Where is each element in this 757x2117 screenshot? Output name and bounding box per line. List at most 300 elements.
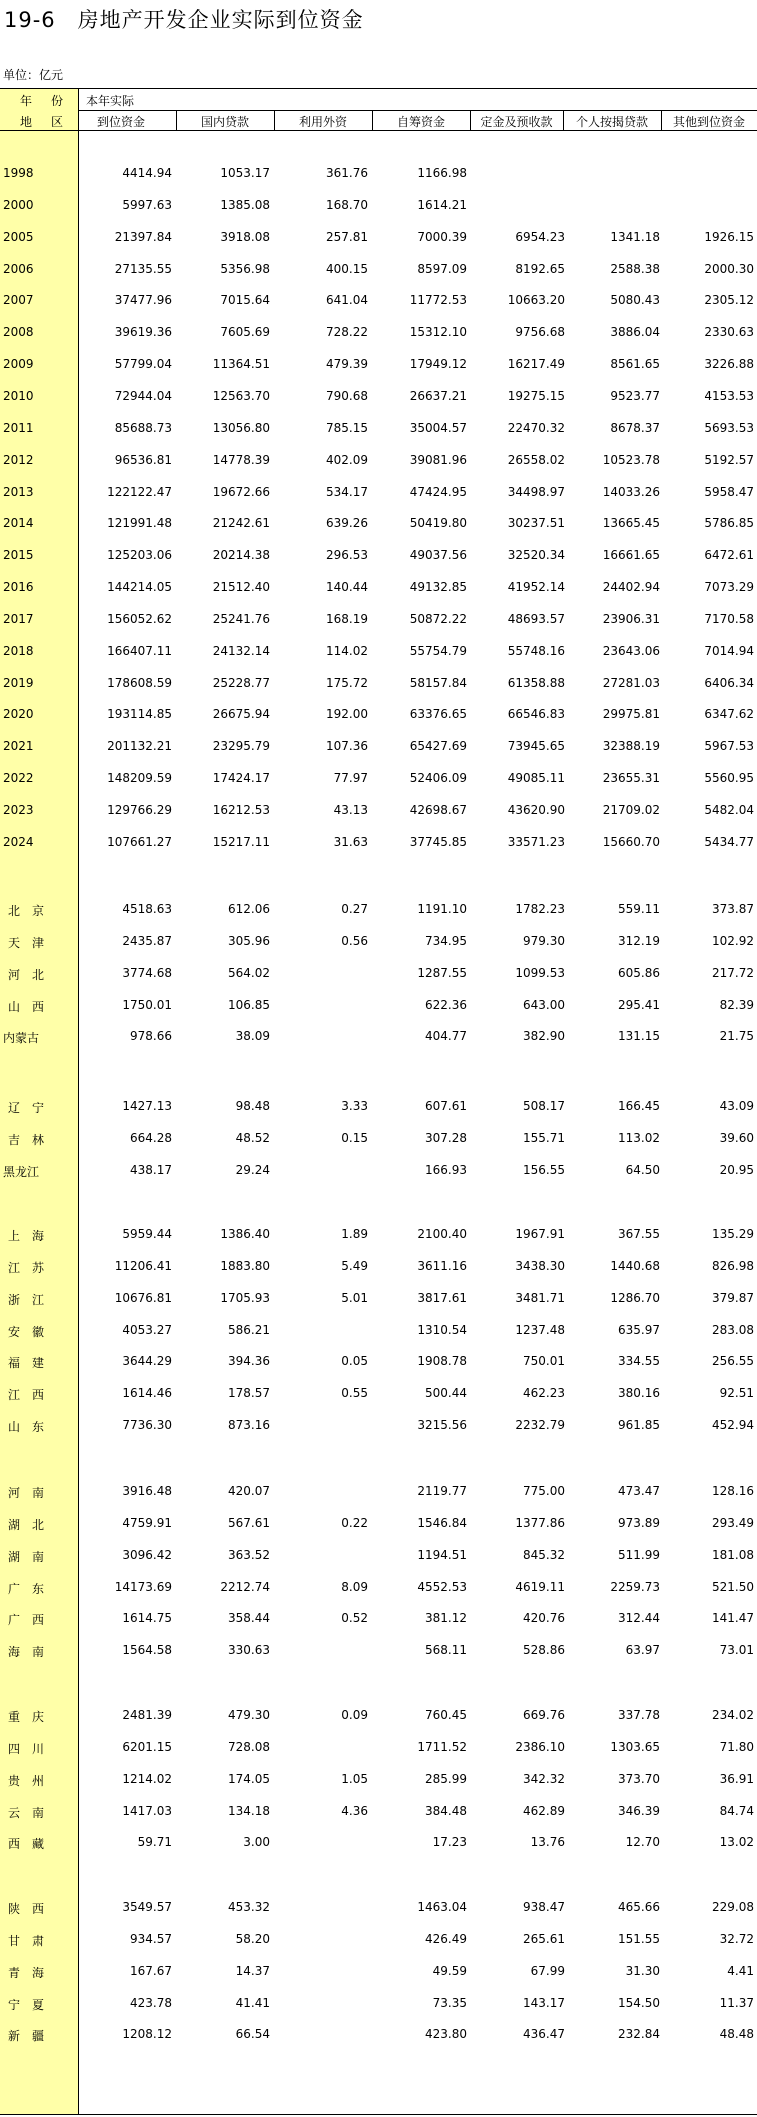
table-cell: 0.27	[341, 902, 368, 916]
table-cell: 293.49	[712, 1515, 754, 1530]
table-row	[0, 1764, 757, 1794]
table-cell: 41952.14	[507, 580, 565, 595]
table-cell: 13.76	[530, 1835, 565, 1850]
table-cell: 4.41	[727, 1963, 754, 1978]
year-label: 2008	[3, 325, 34, 340]
table-cell: 192.00	[326, 707, 368, 722]
year-label: 2011	[3, 420, 34, 435]
table-cell: 1883.80	[220, 1258, 270, 1273]
table-cell: 3611.16	[417, 1258, 467, 1273]
table-row	[0, 1827, 757, 1857]
table-cell: 607.61	[425, 1099, 467, 1113]
table-row	[0, 1988, 757, 2018]
table-cell: 1614.46	[122, 1386, 172, 1401]
table-cell: 452.94	[712, 1418, 754, 1433]
table-row	[0, 990, 757, 1020]
table-cell: 305.96	[228, 933, 270, 948]
table-cell: 21.75	[719, 1029, 754, 1044]
region-label: 湖北	[8, 1517, 57, 1532]
table-cell: 3918.08	[220, 229, 270, 244]
table-row	[0, 285, 757, 315]
year-label: 2020	[3, 707, 34, 722]
table-cell: 12.70	[625, 1835, 660, 1850]
table-cell: 85688.73	[114, 420, 172, 435]
table-row	[0, 926, 757, 956]
table-cell: 367.55	[618, 1227, 660, 1241]
table-cell: 346.39	[618, 1803, 660, 1818]
table-cell: 9523.77	[610, 388, 660, 403]
table-cell: 3215.56	[417, 1418, 467, 1433]
header-year-right: 份	[51, 94, 64, 108]
table-cell: 2435.87	[122, 933, 172, 948]
table-cell: 14778.39	[212, 452, 270, 467]
table-cell: 154.50	[618, 1995, 660, 2010]
table-cell: 2330.63	[704, 325, 754, 340]
table-cell: 27135.55	[114, 261, 172, 276]
table-cell: 63.97	[625, 1643, 660, 1658]
table-cell: 31.30	[625, 1963, 660, 1978]
table-cell: 635.97	[618, 1322, 660, 1337]
table-cell: 39619.36	[114, 325, 172, 340]
table-cell: 73.35	[432, 1995, 467, 2010]
region-label: 山西	[8, 999, 57, 1014]
table-row	[0, 572, 757, 602]
table-cell: 1377.86	[515, 1515, 565, 1530]
table-cell: 6472.61	[704, 548, 754, 563]
table-cell: 1614.21	[417, 197, 467, 212]
table-cell: 826.98	[712, 1258, 754, 1273]
table-cell: 128.16	[712, 1484, 754, 1498]
table-row	[0, 190, 757, 220]
table-row	[0, 1378, 757, 1408]
table-cell: 59.71	[137, 1835, 172, 1850]
table-row	[0, 540, 757, 570]
year-label: 2016	[3, 580, 34, 595]
table-cell: 63376.65	[409, 707, 467, 722]
table-cell: 229.08	[712, 1900, 754, 1914]
table-cell: 1208.12	[122, 2027, 172, 2042]
table-cell: 27281.03	[602, 675, 660, 690]
table-cell: 423.78	[130, 1995, 172, 2010]
table-cell: 664.28	[130, 1130, 172, 1145]
region-label: 甘肃	[8, 1933, 57, 1948]
table-cell: 73.01	[719, 1643, 754, 1658]
year-label: 2018	[3, 643, 34, 658]
table-cell: 2100.40	[417, 1227, 467, 1241]
table-cell: 37745.85	[409, 834, 467, 849]
year-label: 1998	[3, 166, 34, 180]
region-label: 青海	[8, 1965, 57, 1980]
table-cell: 58157.84	[409, 675, 467, 690]
header-foreign-investment: 利用外资	[298, 115, 347, 129]
region-label: 西藏	[8, 1837, 57, 1852]
table-cell: 20.95	[719, 1162, 754, 1177]
table-cell: 73945.65	[507, 739, 565, 754]
year-label: 2007	[3, 293, 34, 308]
year-label: 2006	[3, 261, 34, 276]
table-cell: 5482.04	[704, 803, 754, 817]
table-cell: 55754.79	[409, 643, 467, 658]
table-cell: 23295.79	[212, 739, 270, 754]
table-cell: 500.44	[425, 1386, 467, 1401]
table-cell: 307.28	[425, 1130, 467, 1145]
table-cell: 8.09	[341, 1579, 368, 1594]
region-label: 陕西	[8, 1902, 57, 1916]
table-cell: 453.32	[228, 1900, 270, 1914]
table-cell: 106.85	[228, 997, 270, 1012]
table-cell: 3886.04	[610, 325, 660, 340]
table-row	[0, 1123, 757, 1153]
table-cell: 13.02	[719, 1835, 754, 1850]
table-cell: 4759.91	[122, 1515, 172, 1530]
table-row	[0, 2019, 757, 2049]
table-cell: 3.33	[341, 1099, 368, 1113]
year-label: 2023	[3, 803, 34, 817]
table-cell: 1967.91	[515, 1227, 565, 1241]
table-cell: 5.49	[341, 1258, 368, 1273]
table-cell: 3916.48	[122, 1484, 172, 1498]
table-row	[0, 1091, 757, 1121]
header-year-left: 年	[20, 94, 33, 108]
header-deposits-advance: 定金及预收款	[480, 115, 553, 129]
table-row	[0, 254, 757, 284]
table-cell: 1564.58	[122, 1643, 172, 1658]
table-row	[0, 1892, 757, 1922]
table-cell: 23906.31	[602, 611, 660, 626]
table-cell: 234.02	[712, 1708, 754, 1722]
table-cell: 0.56	[341, 933, 368, 948]
table-cell: 166.93	[425, 1162, 467, 1177]
table-cell: 33571.23	[507, 834, 565, 849]
table-cell: 358.44	[228, 1611, 270, 1626]
table-cell: 48693.57	[507, 611, 565, 626]
table-cell: 66.54	[235, 2027, 270, 2042]
table-cell: 49132.85	[409, 580, 467, 595]
table-cell: 1191.10	[417, 902, 467, 916]
table-cell: 534.17	[326, 484, 368, 499]
table-cell: 43.09	[719, 1099, 754, 1113]
table-cell: 2259.73	[610, 1579, 660, 1594]
table-row	[0, 827, 757, 857]
table-cell: 1303.65	[610, 1739, 660, 1754]
table-row	[0, 763, 757, 793]
table-cell: 1310.54	[417, 1322, 467, 1337]
table-cell: 155.71	[523, 1130, 565, 1145]
table-cell: 168.19	[326, 611, 368, 626]
region-label: 河南	[8, 1486, 57, 1500]
table-cell: 50872.22	[409, 611, 467, 626]
year-label: 2015	[3, 548, 34, 563]
table-cell: 11364.51	[212, 357, 270, 372]
table-cell: 156052.62	[107, 611, 172, 626]
header-region-right: 区	[51, 115, 64, 129]
table-cell: 334.55	[618, 1354, 660, 1369]
region-label: 重庆	[8, 1710, 57, 1724]
table-cell: 2232.79	[515, 1418, 565, 1433]
table-cell: 49.59	[432, 1963, 467, 1978]
table-cell: 1440.68	[610, 1258, 660, 1273]
header-mortgage-loans: 个人按揭贷款	[575, 115, 648, 129]
table-row	[0, 1283, 757, 1313]
table-cell: 201132.21	[107, 739, 172, 754]
table-cell: 14033.26	[602, 484, 660, 499]
table-cell: 3.00	[243, 1835, 270, 1850]
table-cell: 785.15	[326, 420, 368, 435]
table-cell: 0.55	[341, 1386, 368, 1401]
table-cell: 3438.30	[515, 1258, 565, 1273]
table-row	[0, 795, 757, 825]
table-row	[0, 477, 757, 507]
table-cell: 14.37	[235, 1963, 270, 1978]
table-cell: 3226.88	[704, 357, 754, 372]
table-cell: 402.09	[326, 452, 368, 467]
table-cell: 29.24	[235, 1162, 270, 1177]
table-cell: 750.01	[523, 1354, 565, 1369]
table-cell: 8597.09	[417, 261, 467, 276]
table-row	[0, 731, 757, 761]
table-cell: 873.16	[228, 1418, 270, 1433]
region-label: 上海	[8, 1229, 57, 1243]
table-cell: 438.17	[130, 1162, 172, 1177]
table-cell: 13665.45	[602, 516, 660, 531]
table-cell: 643.00	[523, 997, 565, 1012]
table-cell: 10663.20	[507, 293, 565, 308]
table-row	[0, 1315, 757, 1345]
table-cell: 25228.77	[212, 675, 270, 690]
table-cell: 622.36	[425, 997, 467, 1012]
region-label: 内蒙古	[3, 1031, 40, 1046]
header-self-raised-funds: 自筹资金	[396, 115, 445, 129]
header-total-funds-top: 本年实际	[86, 94, 135, 108]
table-cell: 13056.80	[212, 420, 270, 435]
table-cell: 0.15	[341, 1130, 368, 1145]
table-row	[0, 445, 757, 475]
table-cell: 6201.15	[122, 1739, 172, 1754]
table-cell: 1166.98	[417, 166, 467, 180]
table-cell: 6954.23	[515, 229, 565, 244]
table-cell: 12563.70	[212, 388, 270, 403]
table-cell: 462.23	[523, 1386, 565, 1401]
table-cell: 5958.47	[704, 484, 754, 499]
table-cell: 330.63	[228, 1643, 270, 1658]
table-row	[0, 158, 757, 188]
table-cell: 2481.39	[122, 1708, 172, 1722]
table-cell: 8561.65	[610, 357, 660, 372]
table-cell: 31.63	[333, 834, 368, 849]
table-cell: 20214.38	[212, 548, 270, 563]
year-label: 2009	[3, 357, 34, 372]
table-cell: 10676.81	[114, 1290, 172, 1305]
table-cell: 1417.03	[122, 1803, 172, 1818]
table-cell: 296.53	[326, 548, 368, 563]
table-row	[0, 636, 757, 666]
table-cell: 1926.15	[704, 229, 754, 244]
table-cell: 29975.81	[602, 707, 660, 722]
table-cell: 394.36	[228, 1354, 270, 1369]
table-row	[0, 699, 757, 729]
table-cell: 26637.21	[409, 388, 467, 403]
table-cell: 373.87	[712, 902, 754, 916]
region-label: 广西	[8, 1613, 57, 1628]
table-cell: 568.11	[425, 1643, 467, 1658]
table-cell: 465.66	[618, 1900, 660, 1914]
table-cell: 122122.47	[107, 484, 172, 499]
table-cell: 11206.41	[114, 1258, 172, 1273]
table-cell: 43620.90	[507, 803, 565, 817]
table-cell: 1194.51	[417, 1547, 467, 1562]
table-cell: 21242.61	[212, 516, 270, 531]
table-cell: 1385.08	[220, 197, 270, 212]
table-cell: 125203.06	[107, 548, 172, 563]
table-cell: 1286.70	[610, 1290, 660, 1305]
table-row	[0, 1346, 757, 1376]
table-cell: 98.48	[235, 1099, 270, 1113]
table-cell: 7000.39	[417, 229, 467, 244]
region-label: 黑龙江	[3, 1164, 40, 1179]
table-cell: 25241.76	[212, 611, 270, 626]
table-row	[0, 1924, 757, 1954]
table-cell: 113.02	[618, 1130, 660, 1145]
table-cell: 4619.11	[515, 1579, 565, 1594]
year-label: 2012	[3, 452, 34, 467]
table-cell: 1614.75	[122, 1611, 172, 1626]
table-cell: 8678.37	[610, 420, 660, 435]
table-cell: 1386.40	[220, 1227, 270, 1241]
region-label: 北京	[8, 904, 57, 918]
table-cell: 312.44	[618, 1611, 660, 1626]
table-cell: 567.61	[228, 1515, 270, 1530]
table-cell: 107661.27	[107, 834, 172, 849]
table-row	[0, 222, 757, 252]
table-cell: 16217.49	[507, 357, 565, 372]
table-cell: 436.47	[523, 2027, 565, 2042]
table-cell: 4414.94	[122, 166, 172, 180]
table-cell: 32520.34	[507, 548, 565, 563]
table-cell: 342.32	[523, 1771, 565, 1786]
table-row	[0, 1635, 757, 1665]
table-cell: 1711.52	[417, 1739, 467, 1754]
table-cell: 144214.05	[107, 580, 172, 595]
table-cell: 167.67	[130, 1963, 172, 1978]
table-cell: 479.30	[228, 1708, 270, 1722]
table-cell: 3774.68	[122, 965, 172, 980]
table-cell: 151.55	[618, 1931, 660, 1946]
table-cell: 669.76	[523, 1708, 565, 1722]
year-label: 2005	[3, 229, 34, 244]
table-cell: 11.37	[719, 1995, 754, 2010]
table-cell: 790.68	[326, 388, 368, 403]
table-cell: 5786.85	[704, 516, 754, 531]
table-top-rule	[0, 88, 757, 89]
table-cell: 5967.53	[704, 739, 754, 754]
region-label: 云南	[8, 1805, 57, 1820]
region-label: 广东	[8, 1581, 57, 1596]
table-cell: 71.80	[719, 1739, 754, 1754]
table-cell: 10523.78	[602, 452, 660, 467]
table-cell: 129766.29	[107, 803, 172, 817]
table-cell: 379.87	[712, 1290, 754, 1305]
table-cell: 15312.10	[409, 325, 467, 340]
table-cell: 605.86	[618, 965, 660, 980]
table-cell: 41.41	[235, 1995, 270, 2010]
table-cell: 5434.77	[704, 834, 754, 849]
region-label: 贵州	[8, 1773, 57, 1788]
table-cell: 295.41	[618, 997, 660, 1012]
table-cell: 32388.19	[602, 739, 660, 754]
table-cell: 61358.88	[507, 675, 565, 690]
table-cell: 77.97	[333, 771, 368, 786]
table-cell: 156.55	[523, 1162, 565, 1177]
table-cell: 6347.62	[704, 707, 754, 722]
table-row	[0, 1251, 757, 1281]
table-cell: 363.52	[228, 1547, 270, 1562]
table-cell: 32.72	[719, 1931, 754, 1946]
table-cell: 107.36	[326, 739, 368, 754]
table-cell: 5997.63	[122, 197, 172, 212]
region-label: 山东	[8, 1420, 57, 1435]
table-cell: 473.47	[618, 1484, 660, 1498]
table-cell: 728.08	[228, 1739, 270, 1754]
table-cell: 5959.44	[122, 1227, 172, 1241]
table-cell: 131.15	[618, 1029, 660, 1044]
table-cell: 400.15	[326, 261, 368, 276]
table-row	[0, 1540, 757, 1570]
table-cell: 479.39	[326, 357, 368, 372]
table-cell: 0.22	[341, 1515, 368, 1530]
table-cell: 3096.42	[122, 1547, 172, 1562]
table-cell: 0.52	[341, 1611, 368, 1626]
table-cell: 217.72	[712, 965, 754, 980]
table-cell: 34498.97	[507, 484, 565, 499]
table-cell: 337.78	[618, 1708, 660, 1722]
table-cell: 65427.69	[409, 739, 467, 754]
table-cell: 72944.04	[114, 388, 172, 403]
table-cell: 1214.02	[122, 1771, 172, 1786]
table-cell: 174.05	[228, 1771, 270, 1786]
table-cell: 3644.29	[122, 1354, 172, 1369]
table-cell: 2386.10	[515, 1739, 565, 1754]
table-cell: 2212.74	[220, 1579, 270, 1594]
table-cell: 42698.67	[409, 803, 467, 817]
region-label: 江西	[8, 1388, 57, 1403]
table-row	[0, 1155, 757, 1185]
table-cell: 102.92	[712, 933, 754, 948]
table-cell: 5356.98	[220, 261, 270, 276]
table-cell: 38.09	[235, 1029, 270, 1044]
table-row	[0, 958, 757, 988]
year-label: 2019	[3, 675, 34, 690]
table-cell: 121991.48	[107, 516, 172, 531]
table-cell: 39081.96	[409, 452, 467, 467]
unit-label: 单位：亿元	[3, 68, 64, 82]
region-label: 宁夏	[8, 1997, 57, 2012]
table-cell: 9756.68	[515, 325, 565, 340]
year-label: 2022	[3, 771, 34, 786]
year-label: 2000	[3, 197, 34, 212]
table-cell: 978.66	[130, 1029, 172, 1044]
table-cell: 1427.13	[122, 1099, 172, 1113]
table-cell: 1237.48	[515, 1322, 565, 1337]
table-cell: 26558.02	[507, 452, 565, 467]
table-cell: 55748.16	[507, 643, 565, 658]
table-cell: 82.39	[719, 997, 754, 1012]
region-label: 湖南	[8, 1549, 57, 1564]
table-cell: 1705.93	[220, 1290, 270, 1305]
region-label: 辽宁	[8, 1101, 57, 1115]
region-label: 福建	[8, 1356, 57, 1371]
year-label: 2021	[3, 739, 34, 754]
header-bottom-rule	[0, 130, 757, 131]
